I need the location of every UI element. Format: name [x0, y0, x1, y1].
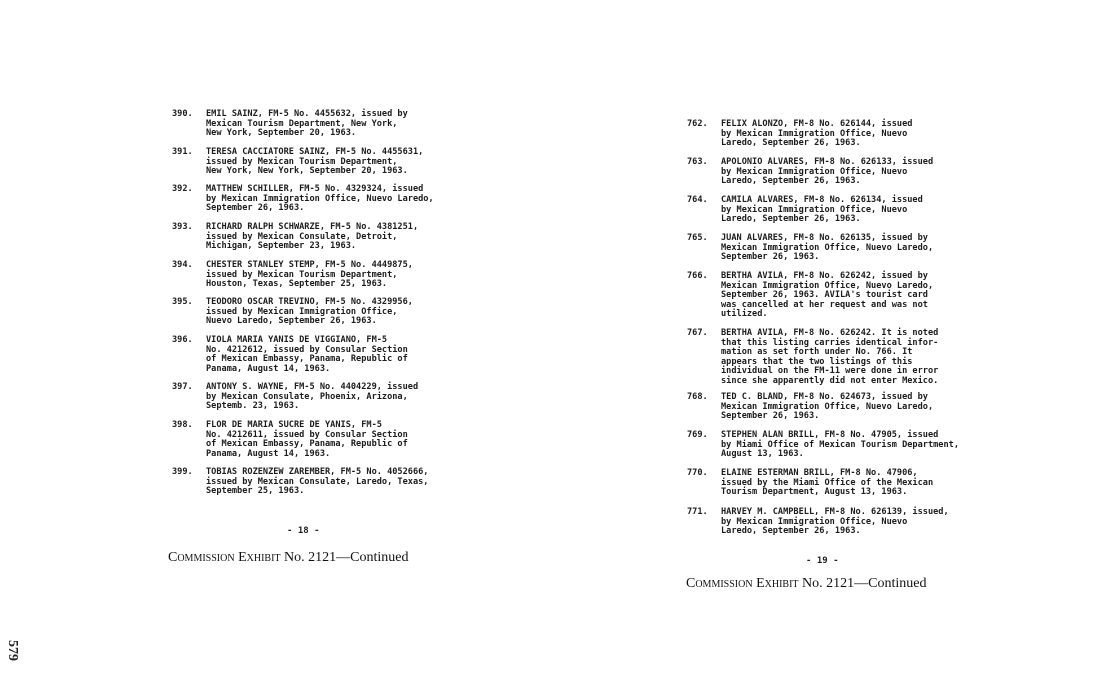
entry-line: TED C. BLAND, FM-8 No. 624673, issued by	[721, 392, 928, 402]
entry-line: September 26, 1963. AVILA's tourist card	[721, 290, 928, 301]
entry-line: Nuevo Laredo, September 26, 1963.	[206, 316, 377, 327]
entry-number: 770.	[687, 468, 708, 478]
entry-number: 396.	[172, 335, 193, 345]
entry-line: September 25, 1963.	[206, 486, 305, 497]
entry-line: Tourism Department, August 13, 1963.	[721, 487, 908, 498]
entry-number: 764.	[687, 195, 708, 205]
entry-line: Mexican Immigration Office, Nuevo Laredo,	[721, 280, 934, 291]
entry-line: September 26, 1963.	[206, 203, 305, 214]
caption-label: Commission Exhibit	[168, 550, 281, 565]
entry-line: Laredo, September 26, 1963.	[721, 176, 861, 187]
entry-line: Laredo, September 26, 1963.	[721, 138, 861, 149]
entry-line: Panama, August 14, 1963.	[206, 363, 331, 374]
entry-line: New York, New York, September 20, 1963.	[206, 166, 408, 177]
entry-line: September 26, 1963.	[721, 411, 820, 422]
entry-number: 394.	[172, 260, 193, 270]
entry-line: TOBIAS ROZENZEW ZAREMBER, FM-5 No. 4052666,	[206, 467, 429, 477]
entry-line: issued by Mexican Consulate, Laredo, Texas,	[206, 476, 429, 487]
caption-number: No. 2121—Continued	[802, 576, 927, 591]
entry-line: issued by Mexican Immigration Office,	[206, 306, 398, 317]
entry-line: MATTHEW SCHILLER, FM-5 No. 4329324, issued	[206, 184, 424, 194]
entry-number: 398.	[172, 420, 193, 430]
entry-line: Mexican Immigration Office, Nuevo Laredo,	[721, 242, 934, 253]
entry-number: 399.	[172, 467, 193, 477]
entry-line: was cancelled at her request and was not	[721, 299, 928, 310]
entry-number: 762.	[687, 119, 708, 129]
left-page-number: - 18 -	[287, 526, 320, 536]
margin-page-number: 579	[5, 640, 20, 661]
entry-line: August 13, 1963.	[721, 449, 804, 460]
entry-line: Panama, August 14, 1963.	[206, 448, 331, 459]
entry-line: of Mexican Embassy, Panama, Republic of	[206, 439, 408, 450]
entry-line: JUAN ALVARES, FM-8 No. 626135, issued by	[721, 233, 928, 243]
entry-line: Laredo, September 26, 1963.	[721, 526, 861, 537]
entry-line: TERESA CACCIATORE SAINZ, FM-5 No. 4455631,	[206, 147, 424, 157]
entry-line: RICHARD RALPH SCHWARZE, FM-5 No. 4381251,	[206, 222, 419, 232]
entry-line: by Mexican Immigration Office, Nuevo Laredo,	[206, 193, 434, 204]
entry-number: 769.	[687, 430, 708, 440]
entry-line: Houston, Texas, September 25, 1963.	[206, 279, 388, 290]
entry-line: September 26, 1963.	[721, 252, 820, 263]
entry-number: 767.	[687, 328, 708, 338]
entry-number: 397.	[172, 382, 193, 392]
entry-line: issued by Mexican Consulate, Detroit,	[206, 231, 398, 242]
entry-line: that this listing carries identical infor-	[721, 337, 939, 348]
entry-line: No. 4212612, issued by Consular Section	[206, 344, 408, 355]
entry-line: STEPHEN ALAN BRILL, FM-8 No. 47905, issued	[721, 430, 939, 440]
entry-line: Mexican Tourism Department, New York,	[206, 118, 398, 129]
entry-line: individual on the FM-11 were done in error	[721, 366, 939, 377]
entry-line: New York, September 20, 1963.	[206, 128, 357, 139]
entry-number: 768.	[687, 392, 708, 402]
entry-line: TEODORO OSCAR TREVINO, FM-5 No. 4329956,	[206, 297, 413, 307]
entry-number: 393.	[172, 222, 193, 232]
entry-line: HARVEY M. CAMPBELL, FM-8 No. 626139, issued,	[721, 507, 949, 517]
entry-line: issued by Mexican Tourism Department,	[206, 156, 398, 167]
entry-line: by Mexican Immigration Office, Nuevo	[721, 204, 908, 215]
entry-line: Mexican Immigration Office, Nuevo Laredo,	[721, 401, 934, 412]
entry-number: 390.	[172, 109, 193, 119]
right-exhibit-caption	[686, 576, 926, 592]
entry-line: Michigan, September 23, 1963.	[206, 241, 357, 252]
entry-line: ELAINE ESTERMAN BRILL, FM-8 No. 47906,	[721, 468, 918, 478]
left-exhibit-caption	[168, 550, 408, 566]
entry-number: 763.	[687, 157, 708, 167]
entry-line: mation as set forth under No. 766. It	[721, 347, 913, 358]
entry-line: EMIL SAINZ, FM-5 No. 4455632, issued by	[206, 109, 408, 119]
entry-line: No. 4212611, issued by Consular Section	[206, 429, 408, 440]
right-page-number: - 19 -	[806, 556, 839, 566]
entry-line: Laredo, September 26, 1963.	[721, 214, 861, 225]
entry-number: 395.	[172, 297, 193, 307]
entry-line: VIOLA MARIA YANIS DE VIGGIANO, FM-5	[206, 335, 388, 345]
entry-number: 392.	[172, 184, 193, 194]
entry-line: issued by the Miami Office of the Mexican	[721, 477, 934, 488]
entry-line: by Mexican Immigration Office, Nuevo	[721, 166, 908, 177]
entry-line: of Mexican Embassy, Panama, Republic of	[206, 354, 408, 365]
entry-line: ANTONY S. WAYNE, FM-5 No. 4404229, issued	[206, 382, 419, 392]
caption-label: Commission Exhibit	[686, 576, 799, 591]
entry-line: BERTHA AVILA, FM-8 No. 626242. It is noted	[721, 328, 939, 338]
entry-number: 771.	[687, 507, 708, 517]
entry-line: by Mexican Consulate, Phoenix, Arizona,	[206, 391, 408, 402]
entry-line: by Mexican Immigration Office, Nuevo	[721, 128, 908, 139]
entry-number: 765.	[687, 233, 708, 243]
entry-line: appears that the two listings of this	[721, 356, 913, 367]
entry-line: APOLONIO ALVARES, FM-8 No. 626133, issued	[721, 157, 934, 167]
caption-number: No. 2121—Continued	[284, 550, 409, 565]
entry-line: issued by Mexican Tourism Department,	[206, 269, 398, 280]
entry-line: since she apparently did not enter Mexico.	[721, 375, 939, 386]
entry-line: FELIX ALONZO, FM-8 No. 626144, issued	[721, 119, 913, 129]
entry-line: CAMILA ALVARES, FM-8 No. 626134, issued	[721, 195, 923, 205]
entry-number: 391.	[172, 147, 193, 157]
entry-line: BERTHA AVILA, FM-8 No. 626242, issued by	[721, 271, 928, 281]
entry-line: by Mexican Immigration Office, Nuevo	[721, 516, 908, 527]
entry-line: Septemb. 23, 1963.	[206, 401, 300, 412]
entry-line: FLOR DE MARIA SUCRE DE YANIS, FM-5	[206, 420, 382, 430]
entry-line: CHESTER STANLEY STEMP, FM-5 No. 4449875,	[206, 260, 413, 270]
entry-number: 766.	[687, 271, 708, 281]
entry-line: utilized.	[721, 309, 768, 320]
entry-line: by Miami Office of Mexican Tourism Department,	[721, 439, 959, 450]
